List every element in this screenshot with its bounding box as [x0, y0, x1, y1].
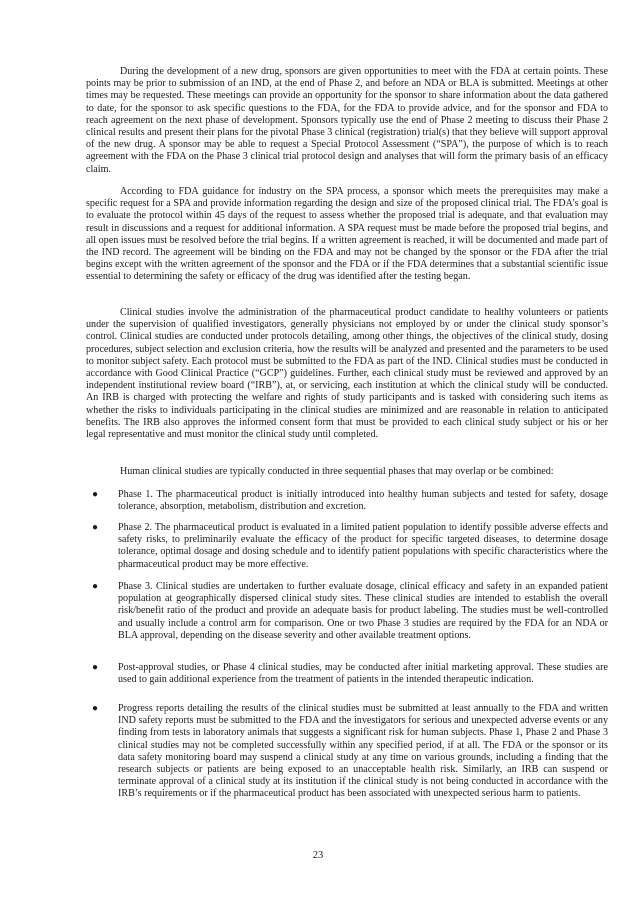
- bullet-icon: ●: [92, 662, 99, 673]
- list-item-phase-1: [86, 489, 608, 513]
- list-item-progress-reports: [86, 703, 608, 801]
- bullet-text: Phase 1. The pharmaceutical product is initially introduced into healthy human subjects and tested for safety, dosage tolerance, absorption, metabolism, distribution and excretion.: [118, 489, 608, 513]
- list-item-phase-4: [86, 662, 608, 686]
- paragraph-fda-meetings: During the development of a new drug, sponsors are given opportunities to meet with the FDA at certain points. These points may be prior to submission of an IND, at the end of Phase 2, and before an NDA or BLA is submitted. Meetings at other times may be requested. These meetings can provide an opportunity for the sponsor to share information about the data gathered to date, for the sponsor to ask specific questions to the FDA, for the FDA to provide advice, and for the sponsor and FDA to reach agreement on the next phase of development. Sponsors typically use the end of Phase 2 meeting to discuss their Phase 2 clinical results and present their plans for the pivotal Phase 3 clinical (registration) trial(s) that they believe will support approval of the new drug. A sponsor may be able to request a Special Protocol Assessment (“SPA”), the purpose of which is to reach agreement with the FDA on the Phase 3 clinical trial protocol design and analyses that will form the primary basis of an efficacy claim.: [86, 66, 608, 175]
- bullet-icon: ●: [92, 489, 99, 500]
- list-item-phase-3: [86, 581, 608, 642]
- paragraph-clinical-studies: Clinical studies involve the administration of the pharmaceutical product candidate to healthy volunteers or patients under the supervision of qualified investigators, generally physicians not employed by or under the clinical study sponsor’s control. Clinical studies are conducted under protocols detailing, among other things, the objectives of the clinical study, dosing procedures, subject selection and exclusion criteria, how the results will be analyzed and presented and the parameters to be used to monitor subject safety. Each protocol must be submitted to the FDA as part of the IND. Clinical studies must be conducted in accordance with Good Clinical Practice (“GCP”) guidelines. Further, each clinical study must be reviewed and approved by an independent institutional review board (“IRB”), at, or servicing, each institution at which the clinical study will be conducted. An IRB is charged with protecting the welfare and rights of study participants and is tasked with considering such items as whether the risks to individuals participating in the clinical studies are minimized and are reasonable in relation to anticipated benefits. The IRB also approves the informed consent form that must be provided to each clinical study subject or his or her legal representative and must monitor the clinical study until completed.: [86, 307, 608, 441]
- bullet-text: Post-approval studies, or Phase 4 clinical studies, may be conducted after initial marketing approval. These studies are used to gain additional experience from the treatment of patients in the intended therapeutic indication.: [118, 662, 608, 686]
- page-number: 23: [312, 850, 324, 861]
- bullet-text: Phase 2. The pharmaceutical product is evaluated in a limited patient population to identify possible adverse effects and safety risks, to preliminarily evaluate the efficacy of the product for specific targeted diseases, to determine dosage tolerance, optimal dosage and dosing schedule and to identify patient populations with specific characteristics where the pharmaceutical product may be more effective.: [118, 522, 608, 570]
- paragraph-spa-process: According to FDA guidance for industry on the SPA process, a sponsor which meets the prerequisites may make a specific request for a SPA and provide information regarding the design and size of the proposed clinical trial. The FDA’s goal is to evaluate the protocol within 45 days of the request to assess whether the proposed trial is adequate, and that evaluation may result in discussions and a request for additional information. A SPA request must be made before the proposed trial begins, and all open issues must be resolved before the trial begins. If a written agreement is reached, it will be documented and made part of the IND record. The agreement will be binding on the FDA and may not be changed by the sponsor or the FDA after the trial begins except with the written agreement of the sponsor and the FDA or if the FDA determines that a substantial scientific issue essential to determining the safety or efficacy of the drug was identified after the testing began.: [86, 186, 608, 283]
- bullet-text: Phase 3. Clinical studies are undertaken to further evaluate dosage, clinical efficacy and safety in an expanded patient population at geographically dispersed clinical study sites. These clinical studies are intended to establish the overall risk/benefit ratio of the product and provide an adequate basis for product labeling. The studies must be well-controlled and usually include a control arm for comparison. One or two Phase 3 studies are required by the FDA for an NDA or BLA approval, depending on the disease severity and other available treatment options.: [118, 581, 608, 641]
- bullet-text: Progress reports detailing the results of the clinical studies must be submitted at least annually to the FDA and written IND safety reports must be submitted to the FDA and the investigators for serious and unexpected adverse events or any finding from tests in laboratory animals that suggests a significant risk for human subjects. Phase 1, Phase 2 and Phase 3 clinical studies may not be completed successfully within any specified period, if at all. The FDA or the sponsor or its data safety monitoring board may suspend a clinical study at any time on various grounds, including a finding that the research subjects or patients are being exposed to an unacceptable health risk. Similarly, an IRB can suspend or terminate approval of a clinical study at its institution if the clinical study is not being conducted in accordance with the IRB’s requirements or if the pharmaceutical product has been associated with unexpected serious harm to patients.: [118, 703, 608, 800]
- bullet-icon: ●: [92, 703, 99, 714]
- paragraph-phases-intro: Human clinical studies are typically conducted in three sequential phases that may overlap or be combined:: [120, 466, 554, 477]
- bullet-icon: ●: [92, 522, 99, 533]
- bullet-icon: ●: [92, 581, 99, 592]
- list-item-phase-2: [86, 522, 608, 571]
